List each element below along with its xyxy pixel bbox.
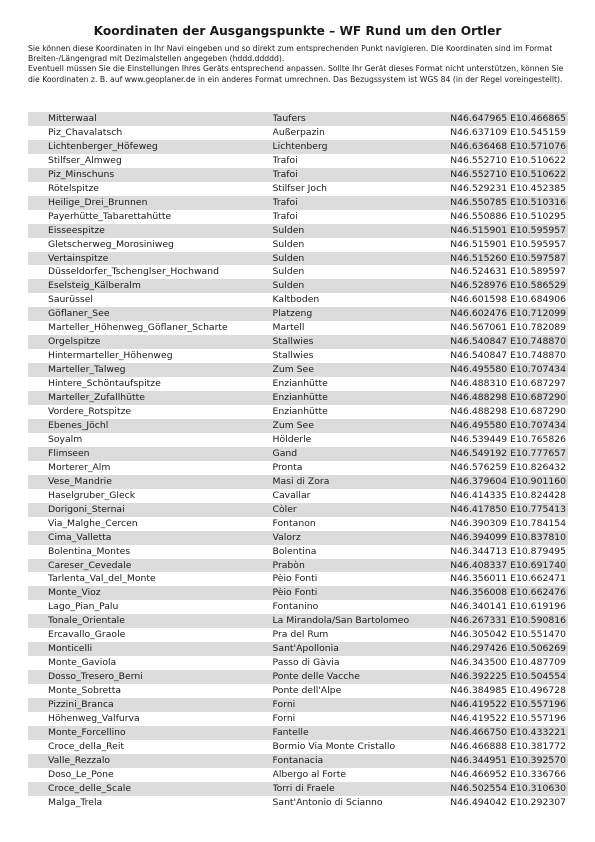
route-name-cell: Vertainspitze <box>28 252 273 266</box>
route-name-cell: Marteller_Zufallhütte <box>28 391 273 405</box>
route-name-cell: Malga_Trela <box>48 796 103 808</box>
coordinates-cell: N46.419522 E10.557196 <box>450 712 566 724</box>
route-name-cell: Dosso_Tresero_Berni <box>28 670 273 684</box>
route-name-cell: Careser_Cevedale <box>28 559 273 573</box>
start-point-cell: Prabòn <box>273 559 443 573</box>
start-point-cell: Außerpazin <box>272 126 325 138</box>
start-point-cell: Fontanino <box>272 601 319 613</box>
table-row <box>28 307 568 321</box>
start-point-cell: Masi di Zora <box>273 475 443 489</box>
coordinates-cell: N46.637109 E10.545159 <box>450 126 566 138</box>
table-row <box>28 391 568 405</box>
coordinates-cell: N46.390309 E10.784154 <box>450 517 566 529</box>
coordinates-cell: N46.515901 E10.595957 <box>442 224 568 238</box>
table-row <box>28 279 568 293</box>
coordinates-cell: N46.466750 E10.433221 <box>442 726 568 740</box>
table-row <box>28 349 568 363</box>
start-point-cell: Ponte delle Vacche <box>273 670 443 684</box>
route-name-cell: Haselgruber_Gleck <box>48 489 136 501</box>
table-row <box>28 503 568 517</box>
start-point-cell: Hölderle <box>272 433 312 445</box>
start-point-cell: Zum See <box>273 363 443 377</box>
route-name-cell: Flimseen <box>28 447 273 461</box>
start-point-cell: Valorz <box>273 531 443 545</box>
coordinates-cell: N46.494042 E10.292307 <box>450 796 566 808</box>
route-name-cell: Vese_Mandrie <box>28 475 273 489</box>
start-point-cell: Sulden <box>273 279 443 293</box>
table-row <box>28 447 568 461</box>
table-row <box>28 321 568 335</box>
route-name-cell: Monte_Gaviola <box>48 657 117 669</box>
start-point-cell: Pèio Fonti <box>272 573 318 585</box>
table-row <box>28 782 568 796</box>
table-row <box>28 419 568 433</box>
start-point-cell: Martell <box>272 322 305 334</box>
table-row <box>28 656 568 670</box>
route-name-cell: Monte_Forcellino <box>28 726 273 740</box>
coordinates-cell: N46.488310 E10.687297 <box>450 378 566 390</box>
route-name-cell: Göflaner_See <box>28 307 273 321</box>
coordinates-cell: N46.529231 E10.452385 <box>450 182 566 194</box>
route-name-cell: Lago_Pian_Palu <box>48 601 119 613</box>
start-point-cell: Trafoi <box>272 154 298 166</box>
coordinates-cell: N46.540847 E10.748870 <box>442 335 568 349</box>
start-point-cell: Pronta <box>272 461 303 473</box>
table-row <box>28 559 568 573</box>
route-name-cell: Lichtenberger_Höfeweg <box>28 140 273 154</box>
table-row <box>28 572 568 586</box>
route-name-cell: Doso_Le_Pone <box>48 768 114 780</box>
coordinates-cell: N46.379604 E10.901160 <box>442 475 568 489</box>
coordinates-cell: N46.549192 E10.777657 <box>442 447 568 461</box>
coordinates-cell: N46.267331 E10.590816 <box>442 614 568 628</box>
start-point-cell: Fontanacia <box>273 754 443 768</box>
route-name-cell: Marteller_Höhenweg_Göflaner_Scharte <box>48 322 228 334</box>
coordinates-cell: N46.417850 E10.775413 <box>442 503 568 517</box>
table-row <box>28 586 568 600</box>
coordinates-cell: N46.502554 E10.310630 <box>442 782 568 796</box>
table-row <box>28 238 568 252</box>
route-name-cell: Mitterwaal <box>28 112 273 126</box>
route-name-cell: Hintermarteller_Höhenweg <box>48 350 173 362</box>
route-name-cell: Düsseldorfer_Tschenglser_Hochwand <box>48 266 219 278</box>
coordinates-cell: N46.414335 E10.824428 <box>450 489 566 501</box>
table-row <box>28 796 568 810</box>
start-point-cell: Stallwies <box>272 350 314 362</box>
table-row <box>28 600 568 614</box>
start-point-cell: Passo di Gàvia <box>272 657 340 669</box>
start-point-cell: Fontanon <box>272 517 316 529</box>
route-name-cell: Monte_Vioz <box>28 586 273 600</box>
table-row <box>28 698 568 712</box>
coordinates-cell: N46.466888 E10.381772 <box>450 740 566 752</box>
route-name-cell: Via_Malghe_Cercen <box>48 517 138 529</box>
table-row <box>28 112 568 126</box>
coordinates-cell: N46.356008 E10.662476 <box>442 586 568 600</box>
table-row <box>28 252 568 266</box>
route-name-cell: Hintere_Schöntaufspitze <box>48 378 161 390</box>
coordinates-cell: N46.297426 E10.506269 <box>442 642 568 656</box>
table-row <box>28 628 568 642</box>
start-point-cell: Enzianhütte <box>272 378 328 390</box>
table-row <box>28 377 568 391</box>
route-name-cell: Heilige_Drei_Brunnen <box>28 196 273 210</box>
coordinates-cell: N46.515901 E10.595957 <box>450 238 566 250</box>
route-name-cell: Tonale_Orientale <box>28 614 273 628</box>
page-title: Koordinaten der Ausgangspunkte – WF Rund um den Ortler <box>93 24 502 38</box>
start-point-cell: Trafoi <box>272 210 298 222</box>
start-point-cell: Sulden <box>273 224 443 238</box>
intro-text <box>28 44 568 85</box>
table-row <box>28 168 568 182</box>
table-row <box>28 335 568 349</box>
coordinates-cell: N46.419522 E10.557196 <box>442 698 568 712</box>
table-row <box>28 154 568 168</box>
table-row <box>28 475 568 489</box>
route-name-cell: Croce_della_Reit <box>48 740 125 752</box>
intro-paragraph-2: Eventuell müssen Sie die Einstellungen Ihres Geräts entsprechend anpassen. Sollte Ihr Gerät dieses Format nicht unterstützen, können Sie die Koordinaten z. B. auf www.geoplaner.de in ein anderes Format umrechnen. Das Bezugssystem ist WGS 84 (in der Regel voreingestellt). <box>28 64 564 84</box>
table-row <box>28 224 568 238</box>
coordinates-cell: N46.408337 E10.691740 <box>442 559 568 573</box>
coordinates-cell: N46.340141 E10.619196 <box>450 601 566 613</box>
coordinates-cell: N46.344951 E10.392570 <box>442 754 568 768</box>
start-point-cell: Platzeng <box>273 307 443 321</box>
table-row <box>28 740 568 754</box>
table-row <box>28 642 568 656</box>
coordinates-cell: N46.344713 E10.879495 <box>450 545 566 557</box>
route-name-cell: Stilfser_Almweg <box>48 154 122 166</box>
route-name-cell: Höhenweg_Valfurva <box>48 712 140 724</box>
coordinates-cell: N46.488298 E10.687290 <box>450 406 566 418</box>
start-point-cell: Albergo al Forte <box>272 768 347 780</box>
route-name-cell: Pizzini_Branca <box>28 698 273 712</box>
table-row <box>28 712 568 726</box>
route-name-cell: Tarlenta_Val_del_Monte <box>48 573 156 585</box>
route-name-cell: Monte_Sobretta <box>48 685 122 697</box>
route-name-cell: Piz_Minschuns <box>28 168 273 182</box>
start-point-cell: Gand <box>273 447 443 461</box>
start-point-cell: Sulden <box>273 252 443 266</box>
start-point-cell: Zum See <box>273 419 443 433</box>
coordinates-cell: N46.488298 E10.687290 <box>442 391 568 405</box>
start-point-cell: Sant'Apollonia <box>273 642 443 656</box>
coordinates-cell: N46.394099 E10.837810 <box>442 531 568 545</box>
route-name-cell: Orgelspitze <box>28 335 273 349</box>
start-point-cell: Pèio Fonti <box>273 586 443 600</box>
coordinates-cell: N46.384985 E10.496728 <box>450 685 566 697</box>
coordinates-cell: N46.466952 E10.336766 <box>450 768 566 780</box>
start-point-cell: Lichtenberg <box>273 140 443 154</box>
coordinates-cell: N46.392225 E10.504554 <box>442 670 568 684</box>
table-row <box>28 126 568 140</box>
start-point-cell: Forni <box>273 698 443 712</box>
coordinates-cell: N46.495580 E10.707434 <box>442 419 568 433</box>
coordinates-cell: N46.647965 E10.466865 <box>442 112 568 126</box>
table-row <box>28 684 568 698</box>
coordinates-cell: N46.550785 E10.510316 <box>442 196 568 210</box>
route-name-cell: Marteller_Talweg <box>28 363 273 377</box>
start-point-cell: Stilfser Joch <box>272 182 328 194</box>
table-row <box>28 196 568 210</box>
start-point-cell: Sant'Antonio di Scianno <box>272 796 383 808</box>
route-name-cell: Croce_delle_Scale <box>28 782 273 796</box>
table-row <box>28 517 568 531</box>
route-name-cell: Monticelli <box>28 642 273 656</box>
table-row <box>28 531 568 545</box>
coordinates-cell: N46.576259 E10.826432 <box>450 461 566 473</box>
table-row <box>28 768 568 782</box>
coordinates-cell: N46.550886 E10.510295 <box>450 210 566 222</box>
route-name-cell: Ebenes_Jöchl <box>28 419 273 433</box>
route-name-cell: Morterer_Alm <box>48 461 111 473</box>
coordinates-cell: N46.552710 E10.510622 <box>442 168 568 182</box>
start-point-cell: Bormio Via Monte Cristallo <box>272 740 396 752</box>
coordinates-cell: N46.567061 E10.782089 <box>450 322 566 334</box>
coordinates-cell: N46.356011 E10.662471 <box>450 573 566 585</box>
coordinates-table <box>28 112 568 810</box>
start-point-cell: La Mirandola/San Bartolomeo <box>273 614 443 628</box>
coordinates-cell: N46.343500 E10.487709 <box>450 657 566 669</box>
coordinates-cell: N46.540847 E10.748870 <box>450 350 566 362</box>
route-name-cell: Saurüssel <box>48 294 93 306</box>
table-row <box>28 433 568 447</box>
table-row <box>28 210 568 224</box>
start-point-cell: Sulden <box>272 238 305 250</box>
route-name-cell: Soyalm <box>48 433 83 445</box>
table-row <box>28 461 568 475</box>
table-row <box>28 182 568 196</box>
coordinates-cell: N46.602476 E10.712099 <box>442 307 568 321</box>
coordinates-cell: N46.524631 E10.589597 <box>450 266 566 278</box>
coordinates-cell: N46.539449 E10.765826 <box>450 433 566 445</box>
table-row <box>28 726 568 740</box>
table-row <box>28 293 568 307</box>
start-point-cell: Bolentina <box>272 545 317 557</box>
start-point-cell: Torri di Fraele <box>273 782 443 796</box>
table-row <box>28 489 568 503</box>
start-point-cell: Enzianhütte <box>272 406 328 418</box>
start-point-cell: Trafoi <box>273 168 443 182</box>
start-point-cell: Trafoi <box>273 196 443 210</box>
route-name-cell: Gletscherweg_Morosiniweg <box>48 238 174 250</box>
start-point-cell: Còler <box>273 503 443 517</box>
route-name-cell: Dorigoni_Sternai <box>28 503 273 517</box>
route-name-cell: Payerhütte_Tabarettahütte <box>48 210 172 222</box>
route-name-cell: Cima_Valletta <box>28 531 273 545</box>
start-point-cell: Enzianhütte <box>273 391 443 405</box>
table-row <box>28 140 568 154</box>
route-name-cell: Eselsteig_Kälberalm <box>28 279 273 293</box>
table-row <box>28 405 568 419</box>
coordinates-cell: N46.552710 E10.510622 <box>450 154 566 166</box>
table-row <box>28 265 568 279</box>
route-name-cell: Piz_Chavalatsch <box>48 126 123 138</box>
start-point-cell: Kaltboden <box>272 294 320 306</box>
coordinates-cell: N46.528976 E10.586529 <box>442 279 568 293</box>
coordinates-cell: N46.636468 E10.571076 <box>442 140 568 154</box>
route-name-cell: Bolentina_Montes <box>48 545 131 557</box>
coordinates-cell: N46.601598 E10.684906 <box>450 294 566 306</box>
start-point-cell: Pra del Rum <box>272 629 329 641</box>
intro-paragraph-1: Sie können diese Koordinaten in Ihr Navi eingeben und so direkt zum entsprechenden Punkt navigieren. Die Koordinaten sind im Format Breiten-/Längengrad mit Dezimalstellen angegeben (hddd.ddddd). <box>28 44 553 64</box>
route-name-cell: Eisseespitze <box>28 224 273 238</box>
coordinates-cell: N46.305042 E10.551470 <box>450 629 566 641</box>
coordinates-cell: N46.495580 E10.707434 <box>442 363 568 377</box>
route-name-cell: Vordere_Rotspitze <box>48 406 132 418</box>
start-point-cell: Forni <box>272 712 296 724</box>
coordinates-cell: N46.515260 E10.597587 <box>442 252 568 266</box>
start-point-cell: Sulden <box>272 266 305 278</box>
table-row <box>28 614 568 628</box>
table-row <box>28 754 568 768</box>
table-row <box>28 363 568 377</box>
route-name-cell: Ercavallo_Graole <box>48 629 126 641</box>
start-point-cell: Taufers <box>273 112 443 126</box>
table-row <box>28 670 568 684</box>
start-point-cell: Ponte dell'Alpe <box>272 685 342 697</box>
route-name-cell: Valle_Rezzalo <box>28 754 273 768</box>
route-name-cell: Rötelspitze <box>48 182 99 194</box>
start-point-cell: Stallwies <box>273 335 443 349</box>
start-point-cell: Cavallar <box>272 489 311 501</box>
table-row <box>28 545 568 559</box>
start-point-cell: Fantelle <box>273 726 443 740</box>
